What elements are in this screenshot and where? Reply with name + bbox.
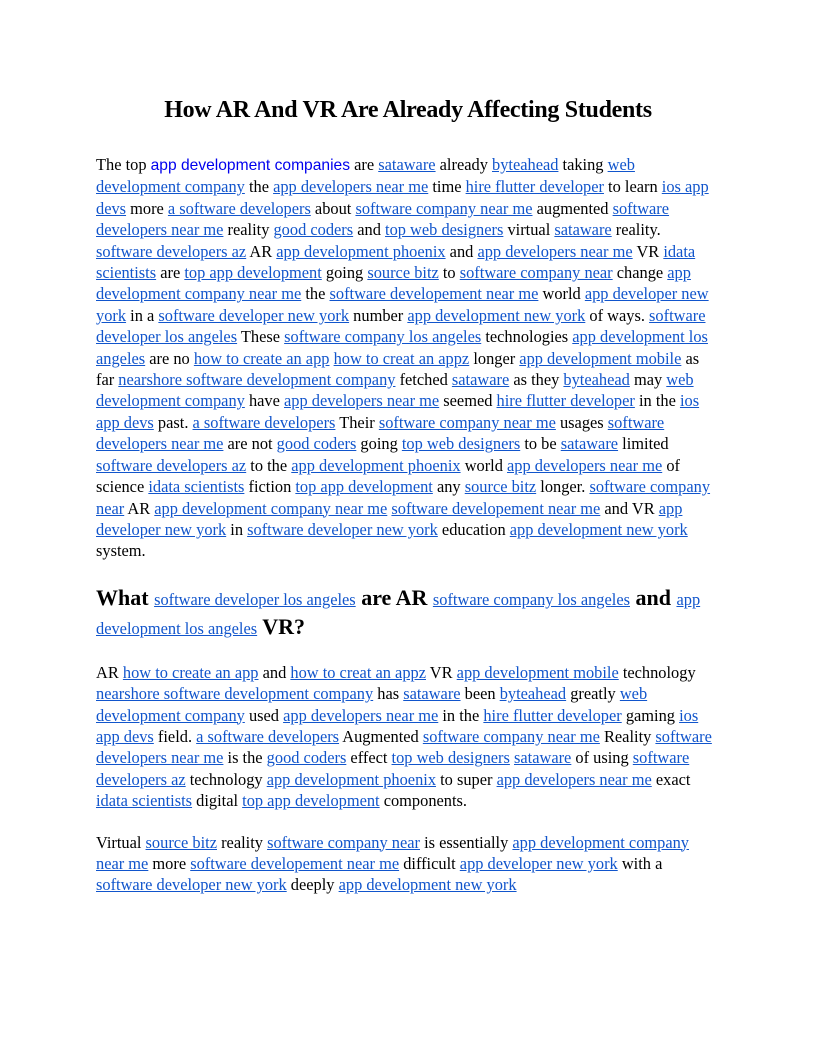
text-run: are (156, 263, 185, 283)
hyperlink[interactable]: sataware (403, 684, 461, 704)
hyperlink[interactable]: a software developers (196, 726, 340, 746)
section-heading (96, 584, 720, 642)
hyperlink[interactable]: software company near (459, 263, 613, 283)
text-run: of science (96, 455, 680, 497)
text-run: exact (651, 769, 691, 789)
text-run: VR? (257, 613, 306, 639)
text-run: gaming (621, 705, 680, 725)
text-run: more (148, 853, 191, 873)
text-run: system. (96, 541, 146, 561)
text-run: to super (436, 769, 497, 789)
text-run: has (373, 684, 404, 704)
text-run: world (460, 455, 508, 475)
hyperlink[interactable]: app development new york (407, 305, 586, 325)
hyperlink[interactable]: idata scientists (96, 241, 696, 283)
text-run: longer (469, 348, 520, 368)
text-run: Reality (599, 726, 656, 746)
hyperlink[interactable]: source bitz (367, 263, 439, 283)
hyperlink[interactable]: software company near (267, 832, 420, 852)
hyperlink[interactable]: software developer los angeles (154, 589, 356, 609)
text-run: VR (632, 241, 664, 261)
text-run: AR (124, 498, 155, 518)
text-run: fiction (244, 477, 296, 497)
text-run: going (321, 263, 368, 283)
hyperlink[interactable]: web development company (96, 155, 635, 197)
hyperlink[interactable]: hire flutter developer (496, 391, 635, 411)
hyperlink[interactable]: app development los angeles (96, 589, 701, 638)
text-run: fetched (395, 370, 452, 390)
hyperlink[interactable]: top web designers (401, 434, 521, 454)
text-run: These (237, 327, 285, 347)
hyperlink[interactable]: web development company (96, 370, 694, 411)
text-run: The top (96, 155, 151, 174)
text-run: reality. (611, 220, 661, 240)
hyperlink[interactable]: app development phoenix (266, 769, 437, 789)
text-run: seemed (439, 391, 497, 411)
hyperlink[interactable]: how to creat an appz (290, 662, 426, 682)
hyperlink[interactable]: hire flutter developer (483, 705, 622, 725)
text-run: Augmented (339, 726, 423, 746)
hyperlink[interactable]: software developers az (96, 455, 247, 475)
text-run: augmented (532, 198, 613, 218)
hyperlink[interactable]: app development company near me (154, 498, 388, 518)
hyperlink[interactable]: ios app devs (96, 391, 700, 432)
hyperlink[interactable]: app development company near me (96, 832, 690, 873)
text-run: about (310, 198, 356, 218)
document-page (96, 92, 720, 896)
text-run: any (432, 477, 465, 497)
hyperlink[interactable]: good coders (273, 220, 354, 240)
text-run: and VR (600, 498, 659, 518)
text-run: to learn (603, 177, 662, 197)
hyperlink[interactable]: software developement near me (391, 498, 601, 518)
text-run: taking (558, 155, 608, 174)
text-run: are no (145, 348, 194, 368)
text-run: reality (217, 832, 268, 852)
hyperlink[interactable]: ios app devs (96, 705, 699, 746)
hyperlink[interactable]: software company near me (378, 412, 556, 432)
hyperlink[interactable]: ios app devs (96, 177, 709, 218)
hyperlink[interactable]: software developers az (96, 748, 690, 789)
intro-paragraph (96, 154, 720, 562)
text-run: already (435, 155, 492, 174)
hyperlink[interactable]: software developers near me (96, 198, 670, 240)
hyperlink[interactable]: app development new york (509, 519, 688, 539)
hyperlink[interactable]: good coders (276, 434, 357, 454)
text-run: in (226, 519, 248, 539)
hyperlink[interactable]: software developer new york (96, 875, 287, 895)
text-run: may (629, 370, 667, 390)
text-run: to (438, 263, 460, 283)
hyperlink[interactable]: byteahead (492, 155, 559, 174)
text-run: AR (96, 662, 123, 682)
text-run: used (244, 705, 284, 725)
text-run: and (353, 220, 386, 240)
hyperlink[interactable]: software company near me (355, 198, 533, 218)
ar-vr-paragraph (96, 662, 720, 812)
text-run: have (244, 391, 284, 411)
hyperlink[interactable]: software developer los angeles (96, 305, 706, 347)
hyperlink[interactable]: software developer new york (158, 305, 350, 325)
text-run: education (437, 519, 510, 539)
text-run: in the (438, 705, 484, 725)
hyperlink[interactable]: byteahead (499, 684, 567, 704)
hyperlink[interactable]: web development company (96, 684, 648, 725)
hyperlink[interactable]: app development phoenix (276, 241, 446, 261)
hyperlink[interactable]: app developer new york (96, 498, 683, 539)
hyperlink[interactable]: sataware (378, 155, 436, 174)
hyperlink[interactable]: app developer new york (459, 853, 618, 873)
hyperlink[interactable]: app developer new york (96, 284, 709, 325)
hyperlink[interactable]: hire flutter developer (465, 177, 604, 197)
hyperlink[interactable]: app development new york (338, 875, 517, 895)
hyperlink[interactable]: software developers az (96, 241, 247, 261)
hyperlink[interactable]: sataware (451, 370, 510, 390)
text-run: limited (618, 434, 669, 454)
text-run: reality (223, 220, 274, 240)
hyperlink[interactable]: top app development (295, 477, 433, 497)
text-run: the (244, 177, 274, 197)
hyperlink[interactable]: software company los angeles (432, 589, 630, 609)
text-run: is the (223, 748, 267, 768)
hyperlink[interactable]: nearshore software development company (118, 370, 396, 390)
text-run: to the (246, 455, 292, 475)
text-run: technology (618, 662, 696, 682)
hyperlink[interactable]: software developer new york (247, 519, 438, 539)
hyperlink[interactable]: byteahead (563, 370, 630, 390)
hyperlink[interactable]: idata scientists (148, 477, 245, 497)
text-run: digital (192, 791, 243, 811)
hyperlink[interactable]: software company los angeles (284, 327, 482, 347)
hyperlink[interactable]: top web designers (391, 748, 510, 768)
text-run: more (126, 198, 168, 218)
text-run: going (356, 434, 402, 454)
text-run: world (538, 284, 585, 304)
text-run: and (258, 662, 291, 682)
hyperlink[interactable]: how to creat an appz (333, 348, 470, 368)
hyperlink[interactable]: a software developers (192, 412, 336, 432)
text-run: in the (634, 391, 680, 411)
hyperlink[interactable]: source bitz (145, 832, 217, 852)
hyperlink[interactable]: nearshore software development company (96, 684, 374, 704)
text-run: deeply (286, 875, 339, 895)
text-run: VR (426, 662, 457, 682)
hyperlink[interactable]: source bitz (464, 477, 537, 497)
text-run: change (612, 263, 668, 283)
text-run: as they (509, 370, 564, 390)
hyperlink[interactable]: app developers near me (507, 455, 663, 475)
hyperlink[interactable]: sataware (514, 748, 572, 768)
paragraph-gap (96, 812, 720, 832)
text-run: in a (126, 305, 159, 325)
text-run: and (629, 584, 677, 610)
text-run: the (301, 284, 330, 304)
text-run: and (445, 241, 478, 261)
hyperlink[interactable]: app developers near me (273, 177, 429, 197)
text-run: been (460, 684, 500, 704)
text-run: components. (379, 791, 468, 811)
text-run: difficult (399, 853, 460, 873)
text-run: is essentially (419, 832, 513, 852)
text-run: AR (246, 241, 277, 261)
text-run: of ways. (585, 305, 650, 325)
text-run: greatly (566, 684, 620, 704)
hyperlink[interactable]: software company near (96, 477, 711, 518)
hyperlink[interactable]: app development company near me (96, 263, 691, 304)
hyperlink[interactable]: top web designers (385, 220, 504, 240)
text-run: technologies (481, 327, 573, 347)
hyperlink[interactable]: sataware (554, 220, 612, 240)
text-run: as far (96, 348, 700, 390)
hyperlink[interactable]: app development phoenix (291, 455, 461, 475)
virtual-reality-paragraph (96, 832, 720, 896)
text-run: to be (520, 434, 561, 454)
text-run: Virtual (96, 832, 146, 852)
text-run: technology (185, 769, 267, 789)
hyperlink[interactable]: sataware (560, 434, 619, 454)
text-run: are (350, 155, 379, 174)
hyperlink[interactable]: software developers near me (96, 726, 712, 768)
hyperlink[interactable]: software developement near me (329, 284, 539, 304)
document-title: How AR And VR Are Already Affecting Students (164, 97, 652, 123)
hyperlink[interactable]: app developers near me (283, 705, 439, 725)
hyperlink[interactable]: how to create an app (122, 662, 259, 682)
hyperlink[interactable]: app development companies (150, 157, 351, 174)
text-run: with a (617, 853, 663, 873)
hyperlink[interactable]: good coders (266, 748, 347, 768)
text-run: are not (223, 434, 277, 454)
text-run: time (428, 177, 466, 197)
hyperlink[interactable]: top app development (184, 263, 322, 283)
text-run: Their (335, 412, 379, 432)
text-run: virtual (503, 220, 555, 240)
hyperlink[interactable]: app developers near me (283, 391, 440, 411)
hyperlink[interactable]: top app development (242, 791, 380, 811)
hyperlink[interactable]: app developers near me (496, 769, 652, 789)
text-run: effect (346, 748, 392, 768)
hyperlink[interactable]: app development los angeles (96, 327, 708, 368)
hyperlink[interactable]: how to create an app (193, 348, 330, 368)
text-run: of using (571, 748, 633, 768)
hyperlink[interactable]: a software developers (167, 198, 311, 218)
hyperlink[interactable]: software developers near me (96, 412, 665, 454)
hyperlink[interactable]: software developement near me (190, 853, 400, 873)
text-run: longer. (536, 477, 590, 497)
hyperlink[interactable]: app development mobile (519, 348, 682, 368)
hyperlink[interactable]: app development mobile (456, 662, 619, 682)
text-run: past. (153, 412, 193, 432)
text-run: What (96, 584, 155, 610)
text-run: are AR (355, 584, 433, 610)
text-run: field. (153, 726, 197, 746)
hyperlink[interactable]: idata scientists (96, 791, 193, 811)
text-run: usages (555, 412, 608, 432)
text-run: number (349, 305, 408, 325)
hyperlink[interactable]: app developers near me (477, 241, 633, 261)
hyperlink[interactable]: software company near me (422, 726, 600, 746)
